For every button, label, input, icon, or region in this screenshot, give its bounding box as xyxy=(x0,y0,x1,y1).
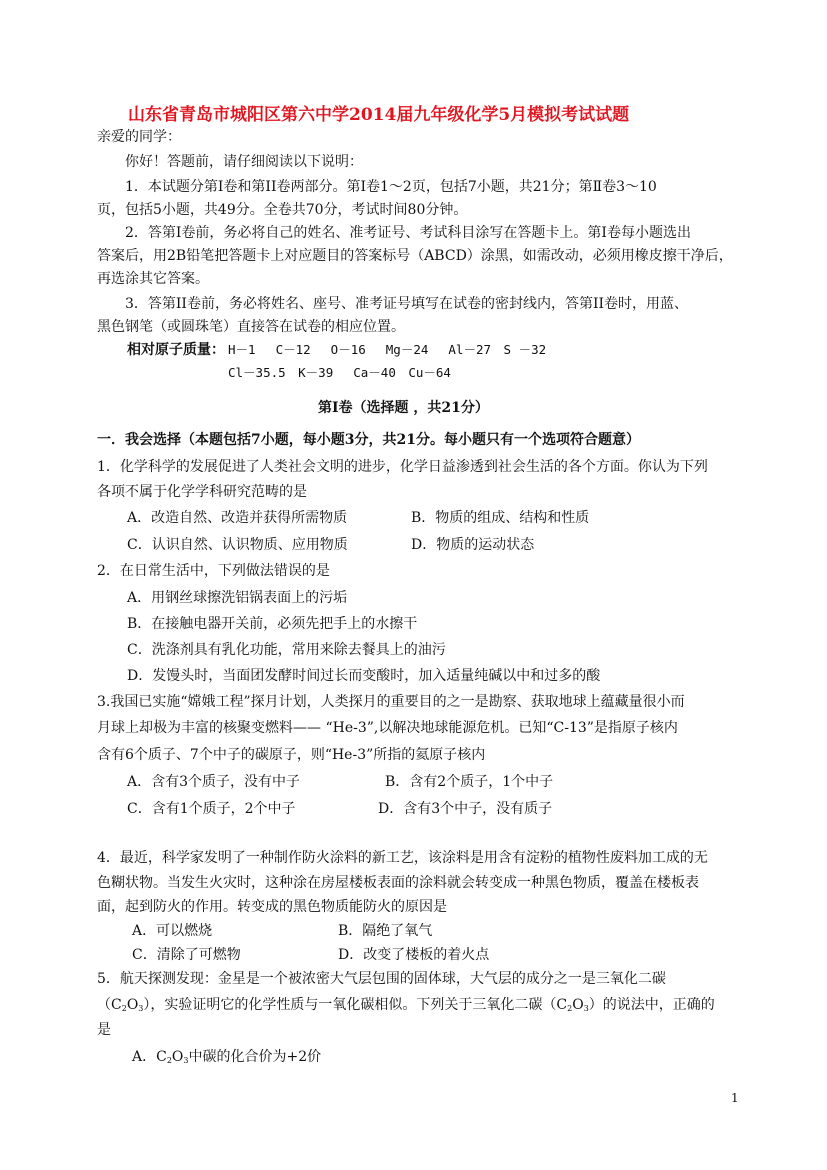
q4-stem-line-2: 色糊状物。当发生火灾时，这种涂在房屋楼板表面的涂料就会转变成一种黑色物质，覆盖在楼板表 xyxy=(97,875,699,891)
instruction-1-line-2: 页，包括5小题，共49分。全卷共70分，考试时间80分钟。 xyxy=(97,202,468,218)
section-title: 第Ⅰ卷（选择题 ，共21分） xyxy=(318,400,489,416)
q1-option-b: B．物质的组成、结构和性质 xyxy=(411,510,590,526)
q3-stem-line-1: 3.我国已实施“嫦娥工程”探月计划，人类探月的重要目的之一是勘察、获取地球上蕴藏量很小而 xyxy=(97,694,685,710)
instruction-3-line-1: 3．答第II卷前，务必将姓名、座号、准考证号填写在试卷的密封线内，答第II卷时，用蓝、 xyxy=(125,296,689,312)
q5-option-a-text: O xyxy=(171,1049,184,1065)
q5-option-a xyxy=(132,1047,321,1071)
q5-text: （C xyxy=(97,997,122,1013)
instruction-1-line-1: 1．本试题分第Ⅰ卷和第II卷两部分。第Ⅰ卷1～2页，包括7小题，共21分；第Ⅱ卷3～10 xyxy=(125,179,657,195)
q3-stem-line-3: 含有6个质子、7个中子的碳原子，则“He-3”所指的氦原子核内 xyxy=(97,747,486,763)
q2-option-c: C．洗涤剂具有乳化功能，常用来除去餐具上的油污 xyxy=(127,642,446,658)
subscript: 3 xyxy=(583,1004,589,1013)
q1-option-d: D．物质的运动状态 xyxy=(411,537,535,553)
q3-option-c: C．含有1个质子，2个中子 xyxy=(127,801,296,817)
q3-option-b: B．含有2个质子，1个中子 xyxy=(385,774,554,790)
q4-option-b: B．隔绝了氧气 xyxy=(338,923,433,939)
q2-stem: 2．在日常生活中，下列做法错误的是 xyxy=(97,563,330,579)
greeting: 亲爱的同学： xyxy=(97,129,181,145)
q5-text: O xyxy=(126,997,139,1013)
q5-stem-line-1: 5．航天探测发现：金星是一个被浓密大气层包围的固体球，大气层的成分之一是三氧化二碳 xyxy=(97,971,666,987)
q3-option-a: A．含有3个质子，没有中子 xyxy=(127,774,301,790)
subscript: 2 xyxy=(121,1004,127,1013)
q4-option-d: D．改变了楼板的着火点 xyxy=(338,947,490,963)
subscript: 3 xyxy=(183,1056,189,1065)
subscript: 2 xyxy=(567,1004,573,1013)
q2-option-d: D．发馒头时，当面团发酵时间过长而变酸时，加入适量纯碱以中和过多的酸 xyxy=(127,668,601,684)
q3-option-d: D．含有3个中子，没有质子 xyxy=(378,801,553,817)
q5-stem-line-3: 是 xyxy=(97,1022,111,1038)
atomic-mass-label: 相对原子质量： xyxy=(127,342,225,358)
q4-stem-line-1: 4．最近，科学家发明了一种制作防火涂料的新工艺，该涂料是用含有淀粉的植物性废料加工成的无 xyxy=(97,850,708,866)
q5-stem-line-2 xyxy=(97,995,715,1019)
exam-title: 山东省青岛市城阳区第六中学2014届九年级化学5月模拟考试试题 xyxy=(128,105,630,125)
instruction-2-line-2: 答案后，用2B铅笔把答题卡上对应题目的答案标号（ABCD）涂黑，如需改动，必须用橡皮擦干净后， xyxy=(97,248,733,264)
intro: 你好！答题前，请仔细阅读以下说明： xyxy=(125,154,363,170)
atomic-mass-row-1: H－1 C－12 O－16 Mg－24 Al－27 S －32 xyxy=(228,342,547,357)
q2-option-a: A．用钢丝球擦洗铝锅表面上的污垢 xyxy=(127,590,348,606)
part-heading: 一．我会选择（本题包括7小题，每小题3分，共21分。每小题只有一个选项符合题意） xyxy=(97,432,640,448)
q4-option-a: A．可以燃烧 xyxy=(132,923,213,939)
subscript: 2 xyxy=(166,1056,172,1065)
instruction-2-line-1: 2．答第Ⅰ卷前，务必将自己的姓名、准考证号、考试科目涂写在答题卡上。第Ⅰ卷每小题选出 xyxy=(125,225,691,241)
q5-option-a-text: A．C xyxy=(132,1049,167,1065)
q5-text: ），实验证明它的化学性质与一氧化碳相似。下列关于三氧化二碳（C xyxy=(143,997,568,1013)
q5-option-a-text: 中碳的化合价为+2价 xyxy=(188,1049,322,1065)
q4-option-c: C．清除了可燃物 xyxy=(132,947,241,963)
page-number: 1 xyxy=(731,1091,739,1105)
q1-stem-line-2: 各项不属于化学学科研究范畴的是 xyxy=(97,484,307,500)
subscript: 3 xyxy=(138,1004,144,1013)
q5-text: ）的说法中，正确的 xyxy=(588,997,715,1013)
q4-stem-line-3: 面，起到防火的作用。转变成的黑色物质能防火的原因是 xyxy=(97,899,447,915)
q5-text: O xyxy=(572,997,584,1013)
q1-stem-line-1: 1．化学科学的发展促进了人类社会文明的进步，化学日益渗透到社会生活的各个方面。你认为下列 xyxy=(97,459,708,475)
q3-stem-line-2: 月球上却极为丰富的核聚变燃料—— “He-3”,以解决地球能源危机。已知“C-13”是指原子核内 xyxy=(97,720,678,736)
instruction-2-line-3: 再选涂其它答案。 xyxy=(97,271,209,287)
q2-option-b: B．在接触电器开关前，必须先把手上的水擦干 xyxy=(127,616,418,632)
atomic-mass-row-2: Cl－35.5 K－39 Ca－40 Cu－64 xyxy=(228,365,451,380)
q1-option-a: A．改造自然、改造并获得所需物质 xyxy=(127,510,348,526)
q1-option-c: C．认识自然、认识物质、应用物质 xyxy=(127,537,348,553)
instruction-3-line-2: 黑色钢笔（或圆珠笔）直接答在试卷的相应位置。 xyxy=(97,319,405,335)
